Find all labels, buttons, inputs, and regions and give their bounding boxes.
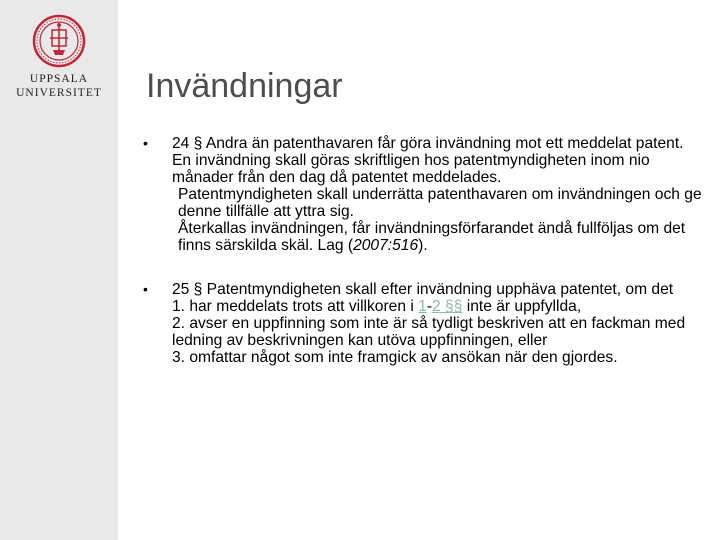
bullet-marker: • [143, 135, 148, 151]
university-seal-icon [32, 14, 86, 68]
slide-title: Invändningar [146, 67, 343, 105]
list-item: 2. avser en uppfinning som inte är så tydligt beskriven att en fackman med ledning av beskrivningen kan utöva uppfinningen, eller [172, 315, 686, 349]
logo-line-2: UNIVERSITET [16, 87, 102, 99]
bullet-item-24 [143, 135, 703, 254]
paragraph: 24 § Andra än patenthavaren får göra invändning mot ett meddelat patent. En invändning skall göras skriftligen hos patentmyndigheten inom nio månader från den dag då patentet meddelades. [172, 135, 684, 186]
bullet-item-25 [143, 281, 703, 366]
text: 1. har meddelats trots att villkoren i [172, 298, 419, 315]
section-link-1[interactable]: 1 [418, 298, 427, 315]
paragraph [172, 220, 703, 254]
bullet-marker: • [143, 281, 148, 297]
section-link-2[interactable]: 2 §§ [432, 298, 463, 315]
list-item [172, 298, 703, 315]
bullet-list [143, 135, 703, 393]
sidebar [0, 0, 118, 540]
paragraph: 25 § Patentmyndigheten skall efter invändning upphäva patentet, om det [172, 281, 674, 298]
logo-line-1: UPPSALA [29, 73, 89, 85]
list-item: 3. omfattar något som inte framgick av ansökan när den gjordes. [172, 349, 618, 366]
text: ). [418, 237, 428, 254]
text: Återkallas invändningen, får invändningsförfarandet ändå fullföljas om det finns särskilda skäl. Lag ( [178, 220, 686, 254]
text: inte är uppfyllda, [462, 298, 582, 315]
text: - [426, 298, 433, 315]
paragraph: Patentmyndigheten skall underrätta patenthavaren om invändningen och ge denne tillfälle att yttra sig. [178, 186, 702, 220]
law-reference: 2007:516 [353, 237, 419, 254]
